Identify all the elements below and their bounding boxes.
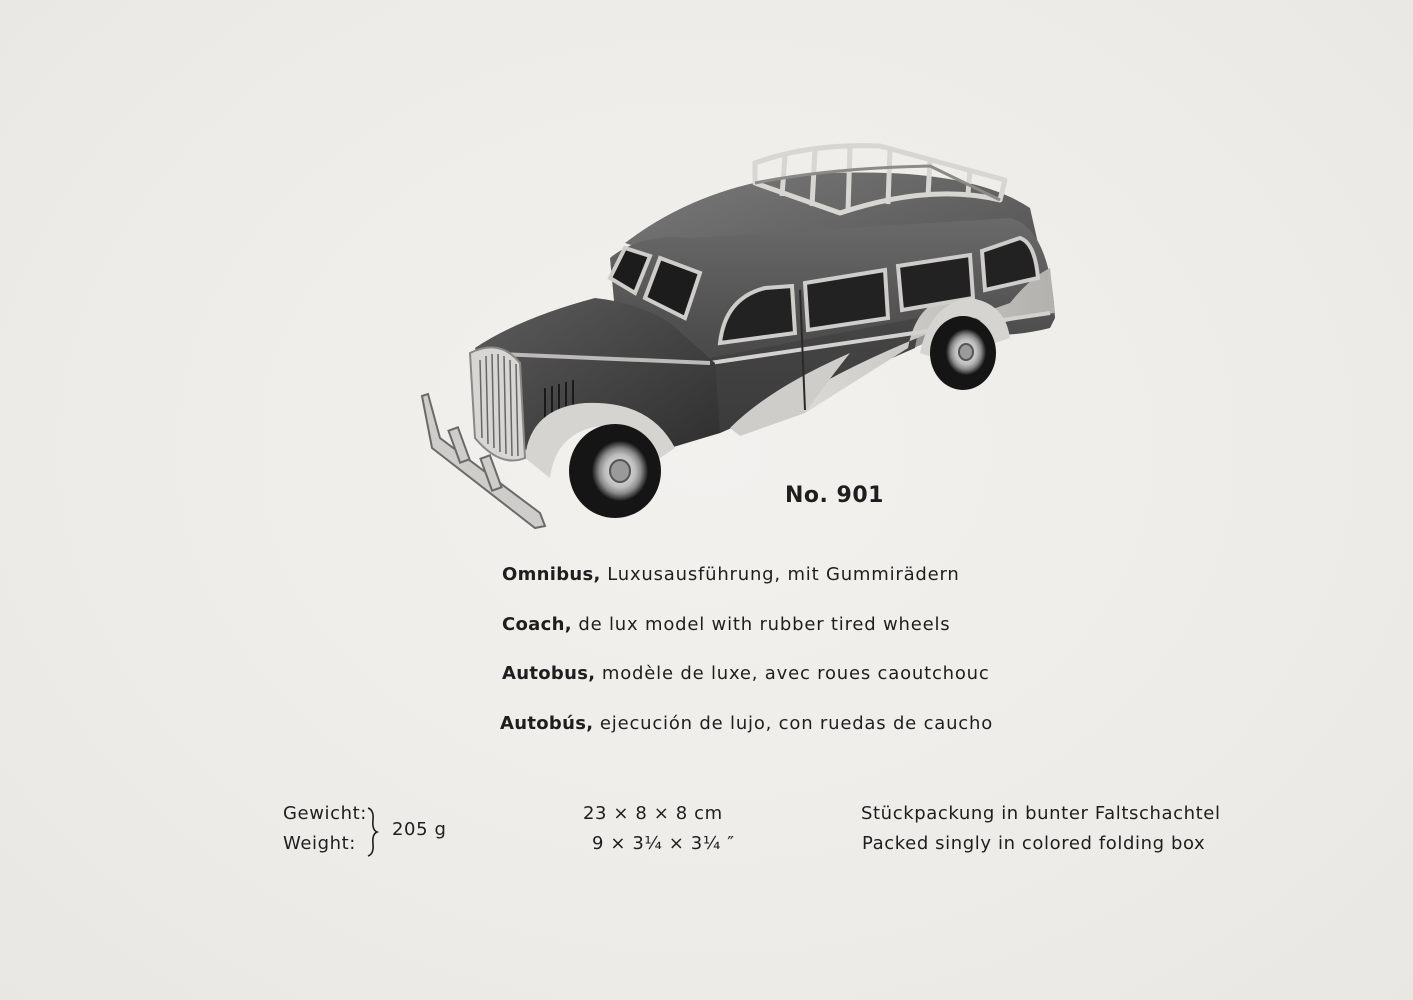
description-text: Luxusausführung, mit Gummirädern: [600, 564, 960, 585]
description-spanish: [500, 713, 993, 734]
description-english: [502, 614, 950, 635]
model-number: No. 901: [785, 483, 884, 508]
description-french: [502, 663, 990, 684]
dimensions-imperial: 9 × 3¼ × 3¼ ″: [592, 833, 735, 854]
description-keyword: Coach,: [502, 614, 572, 635]
weight-label-german: Gewicht:: [283, 803, 367, 824]
description-keyword: Autobus,: [502, 663, 596, 684]
rear-wheel: [930, 316, 996, 390]
description-keyword: Autobús,: [500, 713, 594, 734]
description-keyword: Omnibus,: [502, 564, 601, 585]
bus-illustration: [410, 138, 1070, 538]
packing-english: Packed singly in colored folding box: [862, 833, 1206, 854]
description-text: de lux model with rubber tired wheels: [571, 614, 951, 635]
weight-label-english: Weight:: [283, 833, 356, 854]
weight-value: 205 g: [392, 819, 447, 840]
dimensions-metric: 23 × 8 × 8 cm: [583, 803, 723, 824]
radiator-grille: [470, 347, 525, 460]
description-german: [502, 564, 960, 585]
brace-icon: [364, 806, 380, 858]
front-wheel: [569, 424, 661, 518]
description-text: ejecución de lujo, con ruedas de caucho: [593, 713, 994, 734]
packing-german: Stückpackung in bunter Faltschachtel: [861, 803, 1221, 824]
description-text: modèle de luxe, avec roues caoutchouc: [595, 663, 990, 684]
